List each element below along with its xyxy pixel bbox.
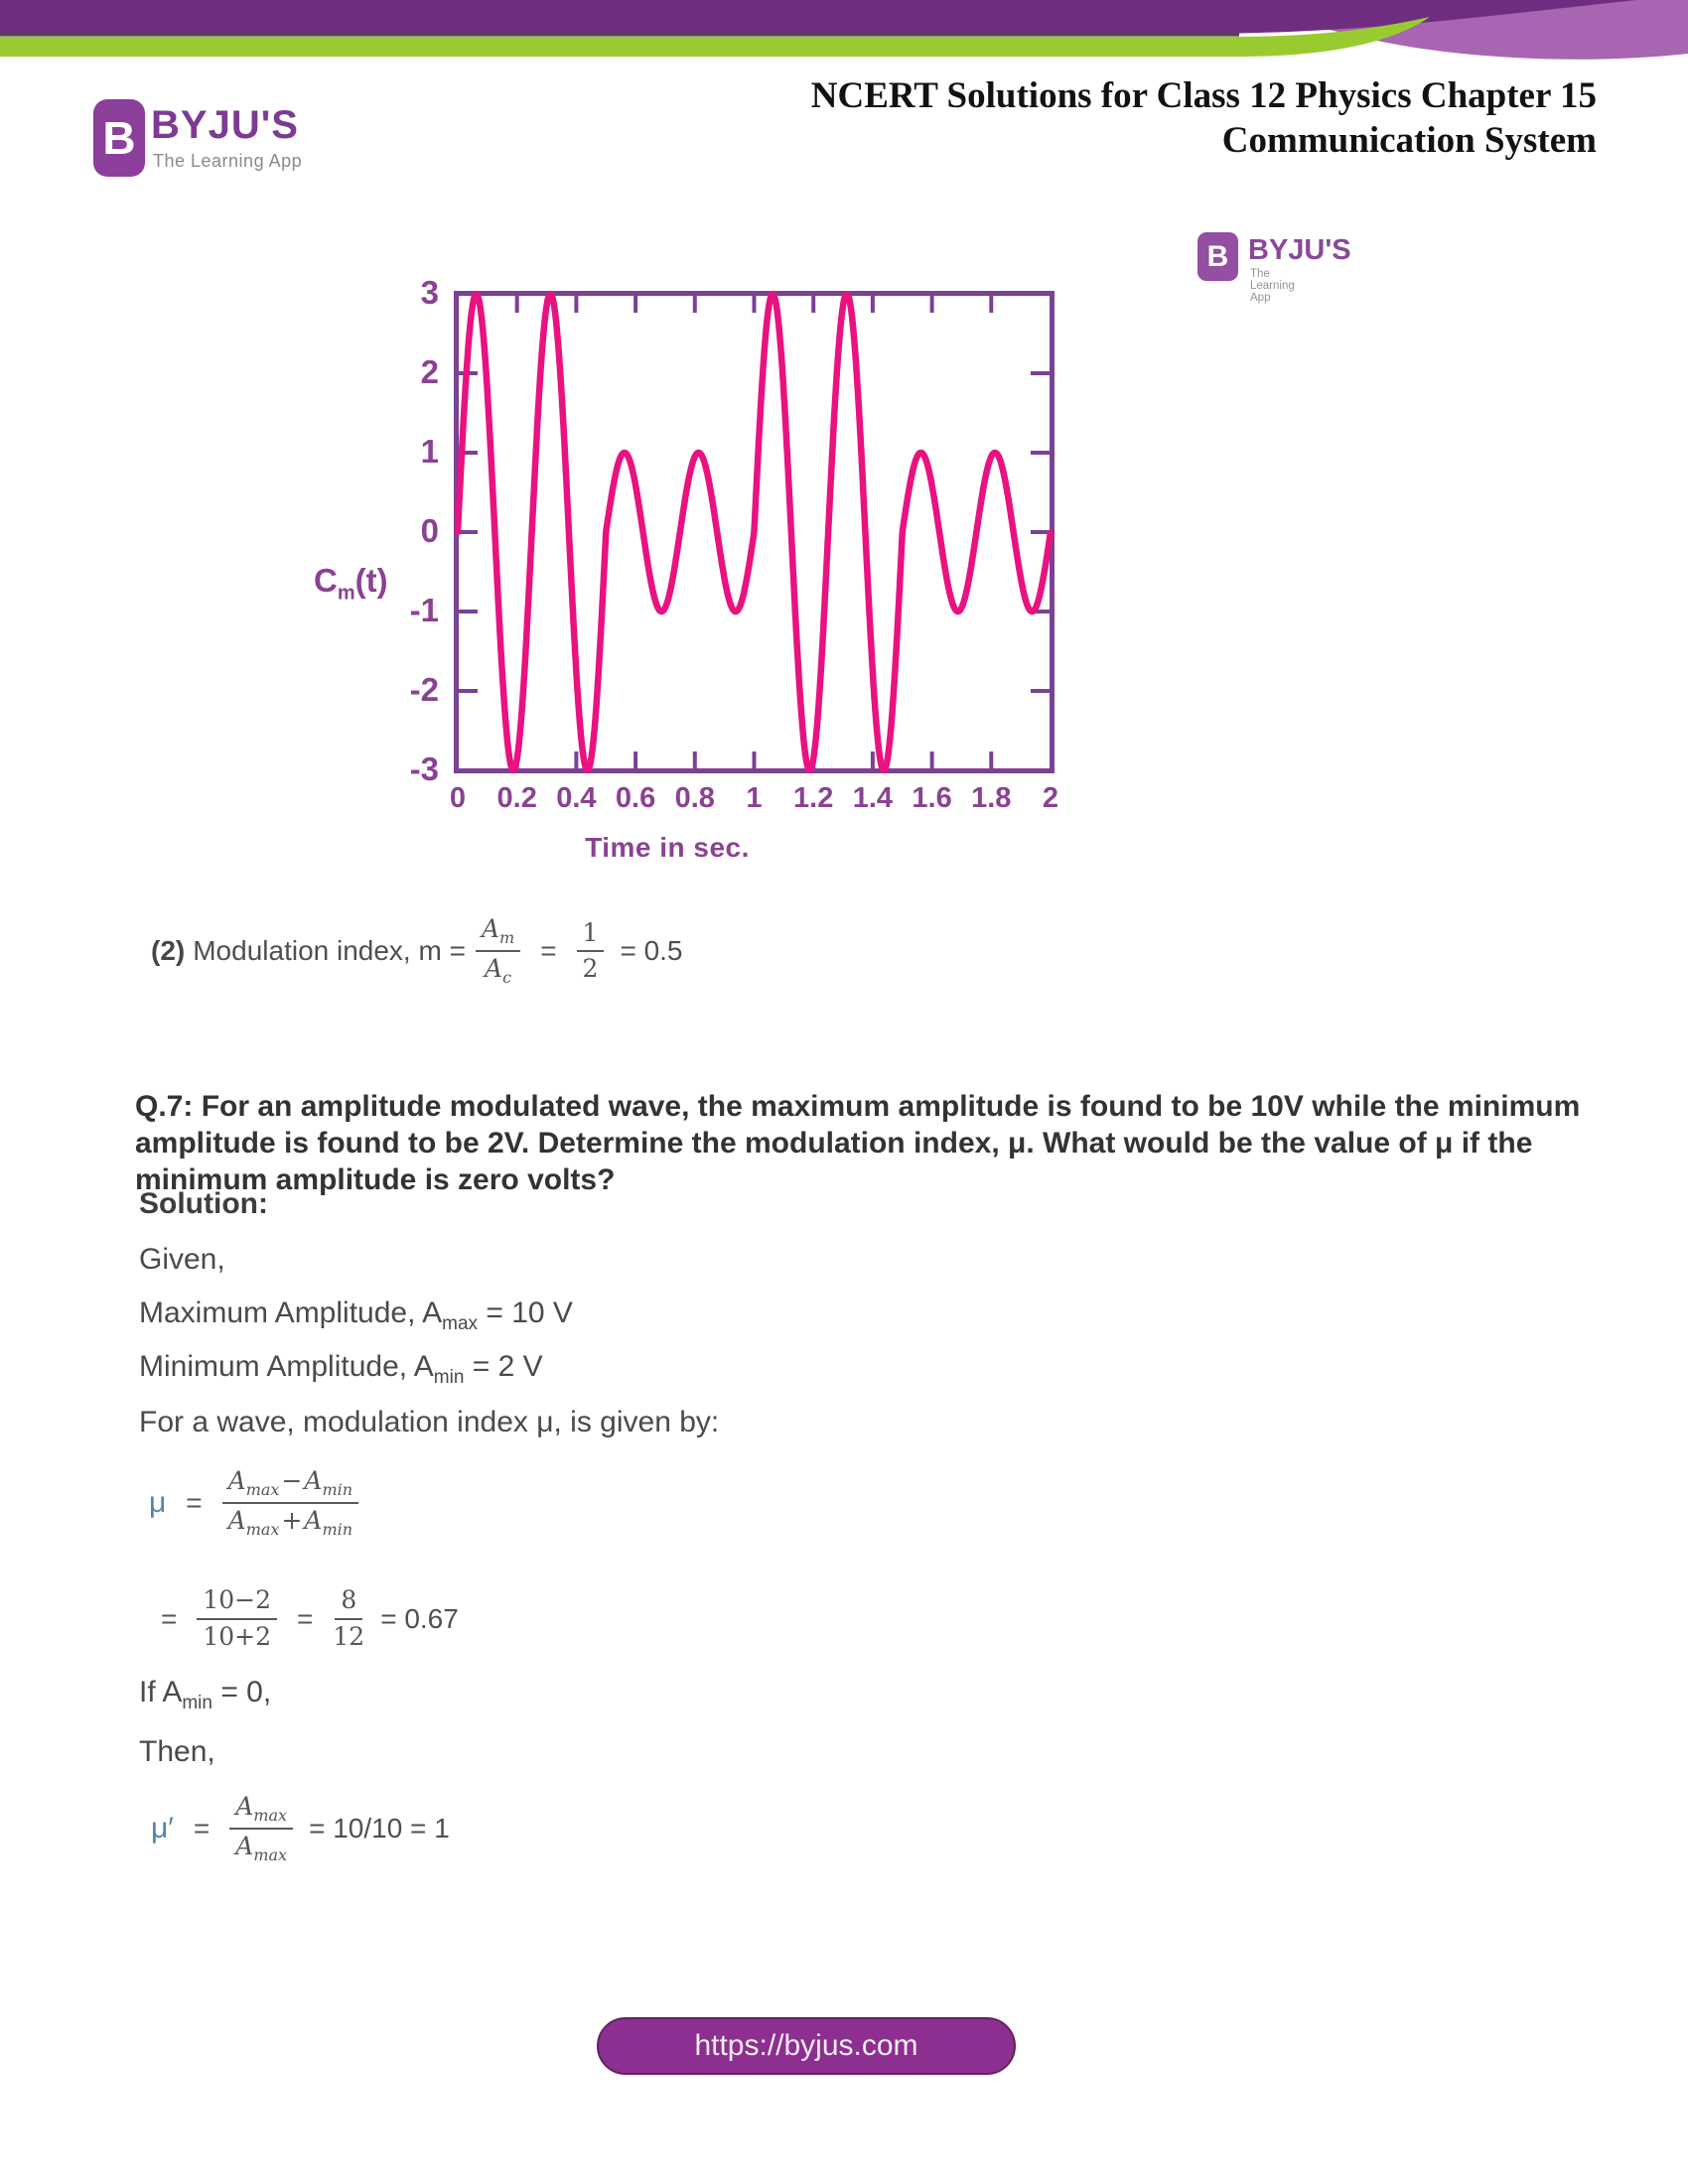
- modulation-index-line: [151, 915, 683, 988]
- byjus-watermark-letter: B: [1206, 239, 1229, 273]
- page-title-line1: NCERT Solutions for Class 12 Physics Chapter 15: [810, 75, 1597, 116]
- x-tick-label: 1: [746, 782, 763, 814]
- y-tick-label: -1: [409, 592, 439, 628]
- x-tick-label: 2: [1042, 782, 1059, 814]
- x-tick-label: 0.4: [556, 782, 597, 814]
- equation-mu-prime: [151, 1793, 450, 1865]
- given-line: Given,: [139, 1243, 225, 1276]
- y-tick-label: 3: [420, 274, 439, 311]
- equals-sign: =: [161, 1602, 178, 1634]
- x-tick-label: 1.6: [912, 782, 952, 814]
- item-number: (2): [151, 935, 186, 967]
- fraction-8-12: $\frac{8}{12}$: [333, 1585, 365, 1651]
- x-tick-label: 1.8: [971, 782, 1012, 814]
- x-tick-label: 0.6: [615, 782, 656, 814]
- x-tick-label: 0: [449, 782, 467, 814]
- mu-symbol: μ: [149, 1486, 167, 1520]
- y-tick-label: 1: [420, 433, 439, 470]
- fraction-amax-amin: $\frac{A_{max}-A_{min}}{A_{max}+A_{min}}$: [222, 1467, 358, 1540]
- header-decoration: [0, 0, 1688, 69]
- min-amplitude-line: Minimum Amplitude, $A_{min} = 2$ V: [139, 1350, 543, 1388]
- fraction-amax-amax: $\frac{A_{max}}{A_{max}}$: [229, 1793, 293, 1865]
- fraction-am-ac: $\frac{A_m}{A_c}$: [476, 915, 520, 988]
- modulation-index-text: Modulation index, m =: [193, 935, 466, 967]
- if-amin-zero-line: If $A_{min} = 0$,: [139, 1676, 272, 1713]
- fraction-10-2: $\frac{10-2}{10+2}$: [197, 1586, 277, 1652]
- y-tick-label: 2: [420, 353, 439, 390]
- y-tick-label: -3: [409, 751, 439, 787]
- byjus-logo-letter: B: [102, 112, 136, 164]
- byjus-logo-icon: [93, 99, 145, 177]
- page-title-line2: Communication System: [1221, 120, 1597, 161]
- byjus-brand-tagline: The Learning App: [153, 151, 303, 171]
- y-axis-label: $C_m(t)$: [314, 562, 388, 605]
- byjus-watermark-name: BYJU'S: [1248, 234, 1351, 266]
- question-text: For an amplitude modulated wave, the maximum amplitude is found to be 10V while the minimum amplitude is found to be 2V. Determine the modulation index, μ. What would be the value of μ if the minimum amplitude is zero volts?: [135, 1090, 1581, 1196]
- byjus-link-url: https://byjus.com: [694, 2029, 918, 2062]
- equals-sign: =: [540, 935, 557, 967]
- then-line: Then,: [139, 1735, 215, 1768]
- formula-intro-line: For a wave, modulation index μ, is given by:: [139, 1406, 720, 1438]
- page-title: [811, 73, 1597, 163]
- x-tick-label: 1.4: [852, 782, 894, 814]
- question-label: Q.7:: [135, 1090, 194, 1123]
- equals-sign: =: [193, 1813, 211, 1844]
- y-tick-label: 0: [420, 512, 439, 549]
- equation-mu-values: [151, 1586, 459, 1652]
- y-tick-label: -2: [409, 671, 439, 708]
- byjus-link-button[interactable]: [597, 2017, 1016, 2075]
- question-q7: [135, 1088, 1585, 1198]
- equation-mu-definition: [149, 1467, 368, 1540]
- mu-result: = 0.67: [380, 1602, 459, 1634]
- mu-prime-result: = 10/10 = 1: [309, 1813, 450, 1844]
- solution-heading: Solution:: [139, 1187, 268, 1220]
- equals-sign: =: [297, 1602, 314, 1634]
- modulated-wave-curve: [458, 294, 1051, 770]
- modulated-wave-plot: [454, 291, 1055, 773]
- x-tick-label: 0.8: [674, 782, 715, 814]
- equals-sign: =: [186, 1487, 203, 1519]
- header-separator-line: [0, 33, 1239, 37]
- mu-prime-symbol: μ′: [151, 1812, 174, 1845]
- byjus-watermark-icon: [1197, 232, 1238, 281]
- fraction-one-half: $\frac{1}{2}$: [577, 919, 605, 985]
- x-tick-label: 0.2: [496, 782, 537, 814]
- x-axis-label: Time in sec.: [585, 832, 750, 863]
- byjus-watermark-tagline: The Learning App: [1250, 268, 1295, 304]
- max-amplitude-line: Maximum Amplitude, $A_{max} = 10$ V: [139, 1297, 573, 1334]
- modulation-index-result: = 0.5: [620, 935, 683, 967]
- byjus-brand-name: BYJU'S: [151, 103, 299, 147]
- x-tick-label: 1.2: [793, 782, 834, 814]
